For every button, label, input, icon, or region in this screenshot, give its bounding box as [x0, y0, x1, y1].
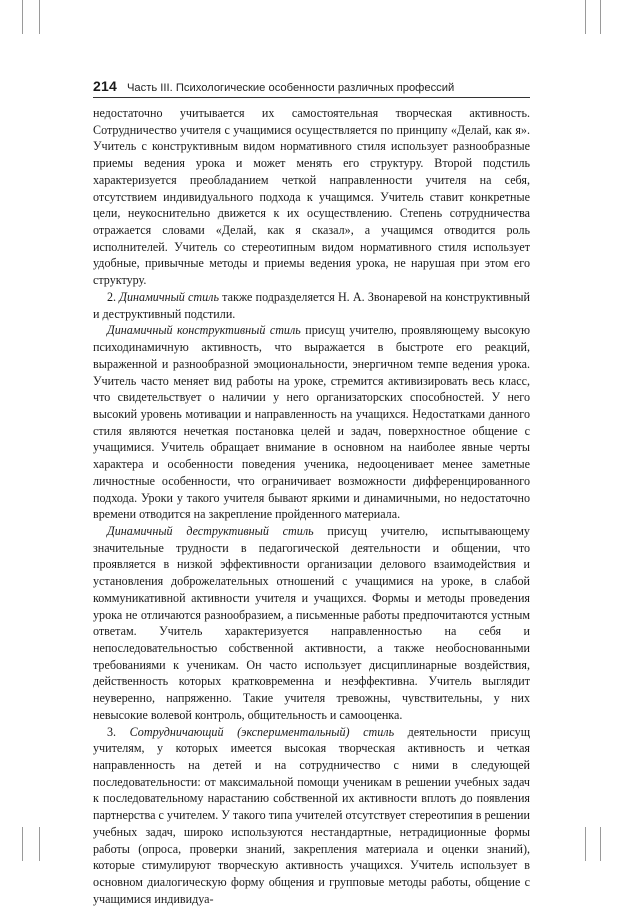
- term-italic: Динамичный деструктивный стиль: [107, 523, 314, 538]
- paragraph-lead: 3.: [107, 724, 130, 739]
- running-title: Часть III. Психологические особенности различных профессий: [126, 82, 455, 94]
- page-header: [93, 78, 530, 98]
- crop-mark-bottom-right-vertical: [585, 827, 586, 861]
- text-body: [93, 105, 530, 908]
- paragraph-cooperative-style: [93, 724, 530, 908]
- paragraph-text: недостаточно учитывается их самостоятельная творческая активность. Сотрудничество учителя с учащимися осуществляется по принципу «Делай, как я». Учитель с конструктивным видом нормативного стиля использует разнообразные приемы ведения урока и может менять его структуру. Второй подстиль характеризуется преобладанием четкой направленности учителя на себя, отсутствием индивидуального подхода к учащимся. Учитель ставит конкретные цели, неукоснительно движется к их осуществлению. Степень сотрудничества отражается словами «Делай, как я сказал», а учащимся отводится роль исполнителей. Учитель со стереотипным видом нормативного стиля использует удобные, привычные методы и приемы ведения урока, не нарушая при этом его структуру.: [93, 106, 530, 288]
- paragraph-text: также подразделяется Н. А. Звонаревой на конструктивный и деструктивный подстили.: [93, 289, 531, 321]
- term-italic: Динамичный стиль: [119, 289, 219, 304]
- paragraph-text: деятельности присущ учителям, у которых имеется высокая творческая активность и четкая направленность на детей и на сотрудничество с ними в следующей последовательности: от максимальной помощи ученикам в решении учебных задач к последовательному нарастанию собственной их активности вплоть до появления партнерства с учителем. У такого типа учителей отсутствует стереотипия в решении учебных задач, широко используются нестандартные, нетрадиционные формы работы (опроса, проверки знаний, закрепления материала и оценки знаний), которые стимулируют творческую активность учащихся. Учитель использует в основном диалогическую форму общения и групповые методы работы, общение с учащимися индивидуа-: [93, 724, 531, 906]
- page-number: 214: [93, 78, 117, 94]
- term-italic: Сотрудничающий (экспериментальный) стиль: [129, 724, 395, 739]
- crop-mark-bottom-left-vertical-2: [39, 827, 40, 861]
- crop-mark-top-right-vertical: [585, 0, 586, 34]
- paragraph-dynamic-destructive: [93, 523, 530, 724]
- paragraph-continued: [93, 105, 530, 289]
- paragraph-text: присущ учителю, проявляющему высокую психодинамичную активность, что выражается в быстроте его реакций, выраженной и разнообразной эмоциональности, энергичном темпе ведения урока. Учитель часто меняет вид работы на уроке, стремится активизировать весь класс, что свидетельствует о наличии у него организаторских способностей. У него высокий уровень мотивации и направленность на учащихся. Недостатками данного стиля являются нечеткая постановка целей и задач, поверхностное общение с учащимися. Учитель обращает внимание в основном на наиболее явные черты характера и особенности поведения ученика, недооценивает менее заметные личностные особенности, что ограничивает возможности дифференцированного подхода. Уроки у такого учителя бывают яркими и динамичными, но недостаточно времени отводится на закрепление пройденного материала.: [93, 323, 530, 522]
- crop-mark-top-left-vertical: [22, 0, 23, 34]
- paragraph-dynamic-style: [93, 289, 530, 322]
- paragraph-dynamic-constructive: [93, 322, 530, 523]
- crop-mark-bottom-left-vertical: [22, 827, 23, 861]
- crop-mark-top-left-vertical-2: [39, 0, 40, 34]
- paragraph-lead: 2.: [107, 289, 120, 304]
- crop-mark-top-right-vertical-2: [600, 0, 601, 34]
- term-italic: Динамичный конструктивный стиль: [107, 323, 301, 338]
- paragraph-text: присущ учителю, испытывающему значительные трудности в педагогической деятельности и общении, что проявляется в низкой эффективности организации делового взаимодействия и установления доброжелательных отношений с учащимися на уроке, в слабой коммуникативной активности учителя и учащихся. Формы и методы проведения урока не отличаются разнообразием, а письменные работы предпочитаются устным ответам. Учитель характеризуется направленностью на себя и непоследовательностью собственной активности, а также необоснованными требованиями к ученикам. Он часто использует дисциплинарные воздействия, действенность которых кратковременна и неэффективна. Учитель выглядит неуверенно, напряженно. Такие учителя тревожны, чувствительны, у них невысокие волевой контроль, общительность и самооценка.: [93, 523, 530, 722]
- crop-mark-bottom-right-vertical-2: [600, 827, 601, 861]
